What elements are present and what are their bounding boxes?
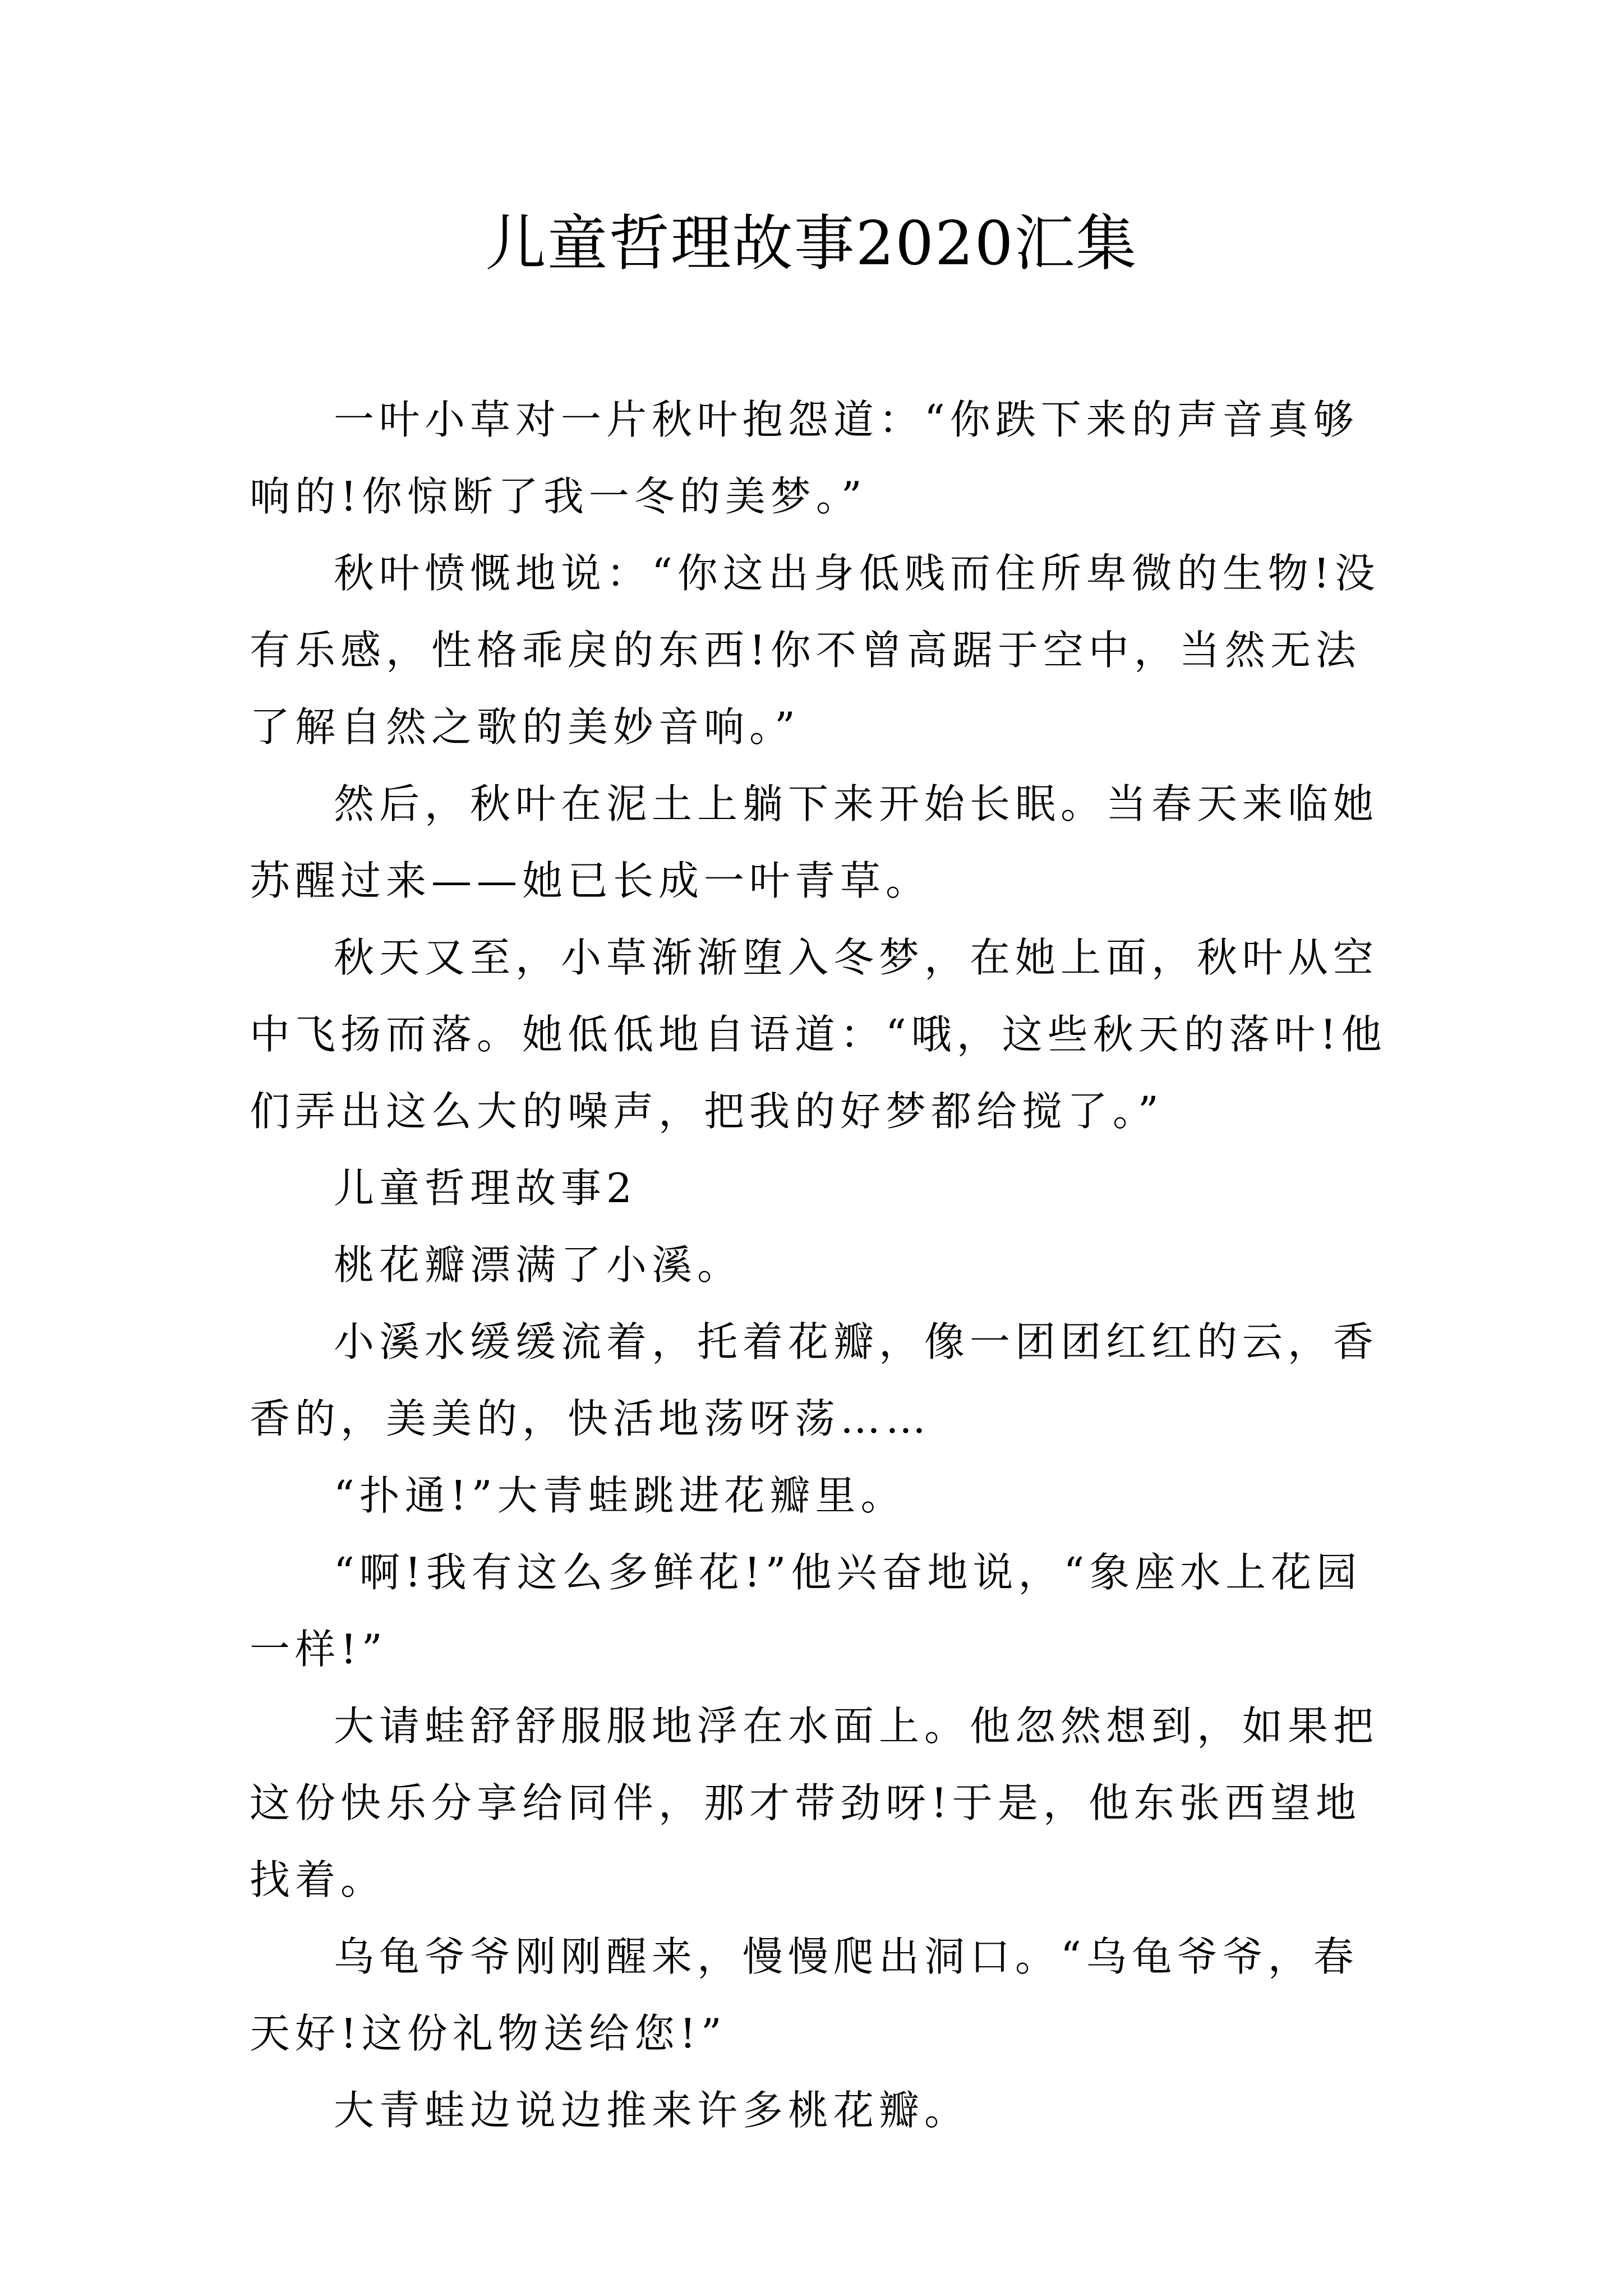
paragraph: 桃花瓣漂满了小溪。 <box>334 1241 743 1289</box>
paragraph: “啊!我有这么多鲜花!”他兴奋地说，“象座水上花园一样!” <box>250 1549 1362 1673</box>
document-body <box>250 381 1394 2149</box>
paragraph: “扑通!”大青蛙跳进花瓣里。 <box>334 1472 906 1519</box>
paragraph: 大青蛙边说边推来许多桃花瓣。 <box>334 2087 970 2134</box>
paragraph: 一叶小草对一片秋叶抱怨道：“你跌下来的声音真够响的!你惊断了我一冬的美梦。” <box>250 396 1359 520</box>
paragraph: 大请蛙舒舒服服地浮在水面上。他忽然想到，如果把这份快乐分享给同伴，那才带劲呀!于是，他东张西望地找着。 <box>250 1703 1379 1903</box>
paragraph: 秋天又至，小草渐渐堕入冬梦，在她上面，秋叶从空中飞扬而落。她低低地自语道：“哦，这些秋天的落叶!他们弄出这么大的噪声，把我的好梦都给搅了。” <box>250 934 1387 1135</box>
paragraph: 然后，秋叶在泥土上躺下来开始长眠。当春天来临她苏醒过来——她已长成一叶青草。 <box>250 780 1379 904</box>
paragraph: 小溪水缓缓流着，托着花瓣，像一团团红红的云，香香的，美美的，快活地荡呀荡…… <box>250 1318 1379 1442</box>
paragraph: 秋叶愤慨地说：“你这出身低贱而住所卑微的生物!没有乐感，性格乖戾的东西!你不曾高踞于空中，当然无法了解自然之歌的美妙音响。” <box>250 550 1380 751</box>
section-heading: 儿童哲理故事2 <box>334 1165 637 1212</box>
document-title: 儿童哲理故事2020汇集 <box>485 209 1138 279</box>
paragraph: 乌龟爷爷刚刚醒来，慢慢爬出洞口。“乌龟爷爷，春天好!这份礼物送给您!” <box>250 1933 1359 2057</box>
